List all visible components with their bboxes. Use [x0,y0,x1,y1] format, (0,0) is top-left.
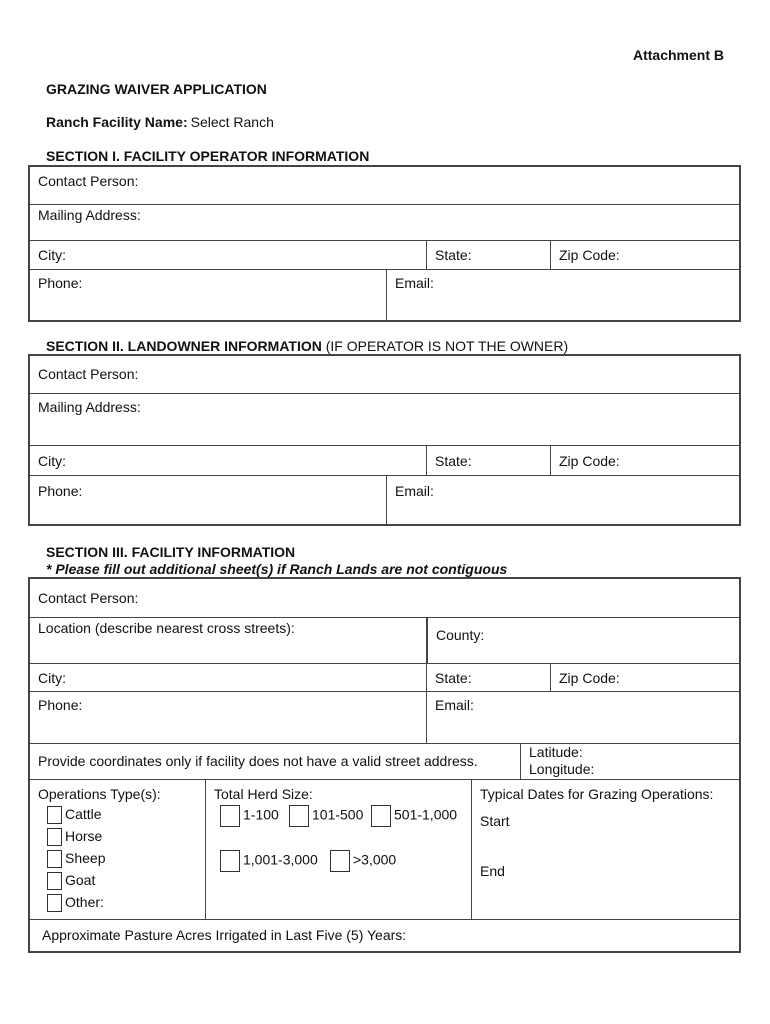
herd-1-100-option[interactable] [220,805,279,827]
ops-horse-option[interactable] [47,828,102,846]
herd-1-100-label: 1-100 [243,806,279,823]
ranch-select[interactable]: Select Ranch [190,114,274,130]
s2-mailing-label: Mailing Address: [38,399,141,415]
s1-email-field[interactable] [386,269,739,320]
ops-horse-checkbox[interactable] [47,828,62,846]
s3-acres-row [30,919,739,951]
herd-1-100-checkbox[interactable] [220,805,240,827]
s2-contact-field[interactable] [30,356,739,393]
s1-state-field[interactable] [426,240,551,269]
s2-mailing-field[interactable] [30,393,739,445]
s3-ops-cell [30,779,205,919]
s1-city-field[interactable] [30,240,426,269]
s3-county-field[interactable] [426,617,739,663]
section3-note: * Please fill out additional sheet(s) if Ranch Lands are not contiguous [46,561,508,577]
s3-contact-field[interactable] [30,579,739,617]
s3-state-label: State: [435,670,472,686]
s3-city-label: City: [38,670,66,686]
s3-latitude-label: Latitude: [529,744,583,760]
section3-heading: SECTION III. FACILITY INFORMATION [46,544,296,560]
s2-contact-row [30,356,739,394]
s1-state-label: State: [435,247,472,263]
s3-county-label: County: [436,627,485,643]
s3-contact-label: Contact Person: [38,590,139,606]
s3-end-field[interactable]: End [480,863,505,879]
herd-101-500-label: 101-500 [312,806,364,823]
section2-heading: SECTION II. LANDOWNER INFORMATION [46,338,322,354]
s2-phone-label: Phone: [38,483,83,499]
ops-sheep-option[interactable] [47,850,105,868]
ops-cattle-option[interactable] [47,806,102,824]
s3-acres-field[interactable] [30,919,739,951]
s1-zip-field[interactable] [550,240,739,269]
s3-dates-cell [471,779,739,919]
ops-cattle-checkbox[interactable] [47,806,62,824]
ops-other-option[interactable] [47,894,104,912]
s3-contact-row [30,579,739,618]
s2-zip-field[interactable] [550,445,739,475]
herd-1001-3000-checkbox[interactable] [220,850,240,872]
herd-101-500-checkbox[interactable] [289,805,309,827]
s3-coords-row [30,743,739,780]
herd-over-3000-checkbox[interactable] [330,850,350,872]
s1-mailing-row [30,204,739,241]
ops-other-checkbox[interactable] [47,894,62,912]
s2-state-label: State: [435,453,472,469]
s1-city-row [30,240,739,270]
herd-over-3000-option[interactable] [330,850,396,872]
section3-table [28,577,741,953]
ops-goat-option[interactable] [47,872,95,890]
s1-contact-label: Contact Person: [38,173,139,189]
s3-location-label: Location (describe nearest cross streets): [38,620,295,636]
s2-email-field[interactable] [386,475,739,524]
s3-longitude-label: Longitude: [529,761,595,777]
ops-sheep-checkbox[interactable] [47,850,62,868]
s3-operations-row [30,779,739,920]
section1-heading: SECTION I. FACILITY OPERATOR INFORMATION [46,148,370,164]
s3-email-field[interactable] [426,691,739,743]
s3-acres-label: Approximate Pasture Acres Irrigated in Last Five (5) Years: [42,927,407,943]
s3-phone-row [30,691,739,744]
s3-dates-label: Typical Dates for Grazing Operations: [480,786,714,802]
herd-101-500-option[interactable] [289,805,363,827]
ops-cattle-label: Cattle [65,806,102,822]
form-title: GRAZING WAIVER APPLICATION [46,81,267,97]
s2-state-field[interactable] [426,445,551,475]
herd-1001-3000-option[interactable] [220,850,318,872]
s2-phone-row [30,475,739,524]
herd-1001-3000-label: 1,001-3,000 [243,851,318,868]
s3-latlong-field[interactable] [520,743,739,779]
ops-goat-checkbox[interactable] [47,872,62,890]
s3-zip-field[interactable] [550,663,739,691]
section1-table [28,165,741,322]
ranch-facility-label: Ranch Facility Name: [46,114,188,130]
s3-phone-field[interactable] [30,691,426,743]
s3-phone-label: Phone: [38,697,83,713]
section2-table [28,354,741,526]
s1-contact-field[interactable] [30,167,739,204]
s2-city-field[interactable] [30,445,426,475]
s3-ops-label: Operations Type(s): [38,786,161,802]
s1-phone-field[interactable] [30,269,386,320]
s3-city-row [30,663,739,692]
s3-location-row [30,617,739,664]
herd-501-1000-label: 501-1,000 [394,806,458,823]
s3-email-label: Email: [435,697,474,713]
s3-location-field[interactable] [30,617,426,663]
s3-coords-note-cell [30,743,520,779]
s2-city-label: City: [38,453,66,469]
s3-zip-label: Zip Code: [559,670,620,686]
ranch-facility-row [46,114,274,130]
herd-501-1000-option[interactable] [371,805,457,827]
ops-horse-label: Horse [65,828,103,844]
section2-heading-note: (IF OPERATOR IS NOT THE OWNER) [325,338,569,354]
s1-email-label: Email: [395,275,434,291]
s3-state-field[interactable] [426,663,551,691]
s1-contact-row [30,167,739,205]
s1-phone-label: Phone: [38,275,83,291]
s1-zip-label: Zip Code: [559,247,620,263]
section2-heading-row [46,338,568,354]
s1-city-label: City: [38,247,66,263]
s3-herd-cell [205,779,472,919]
ops-sheep-label: Sheep [65,850,106,866]
herd-over-3000-label: >3,000 [353,851,397,868]
herd-501-1000-checkbox[interactable] [371,805,391,827]
s2-email-label: Email: [395,483,434,499]
s2-contact-label: Contact Person: [38,366,139,382]
s2-phone-field[interactable] [30,475,386,524]
s2-zip-label: Zip Code: [559,453,620,469]
attachment-label: Attachment B [632,47,724,63]
ops-goat-label: Goat [65,872,96,888]
s3-coords-note: Provide coordinates only if facility does not have a valid street address. [38,753,478,769]
s3-herd-label: Total Herd Size: [214,786,313,802]
s1-mailing-field[interactable] [30,204,739,240]
ops-other-label: Other: [65,894,104,910]
s1-mailing-label: Mailing Address: [38,207,141,223]
s1-phone-row [30,269,739,320]
s3-start-field[interactable]: Start [480,813,510,829]
s2-city-row [30,445,739,476]
s2-mailing-row [30,393,739,446]
s3-city-field[interactable] [30,663,426,691]
